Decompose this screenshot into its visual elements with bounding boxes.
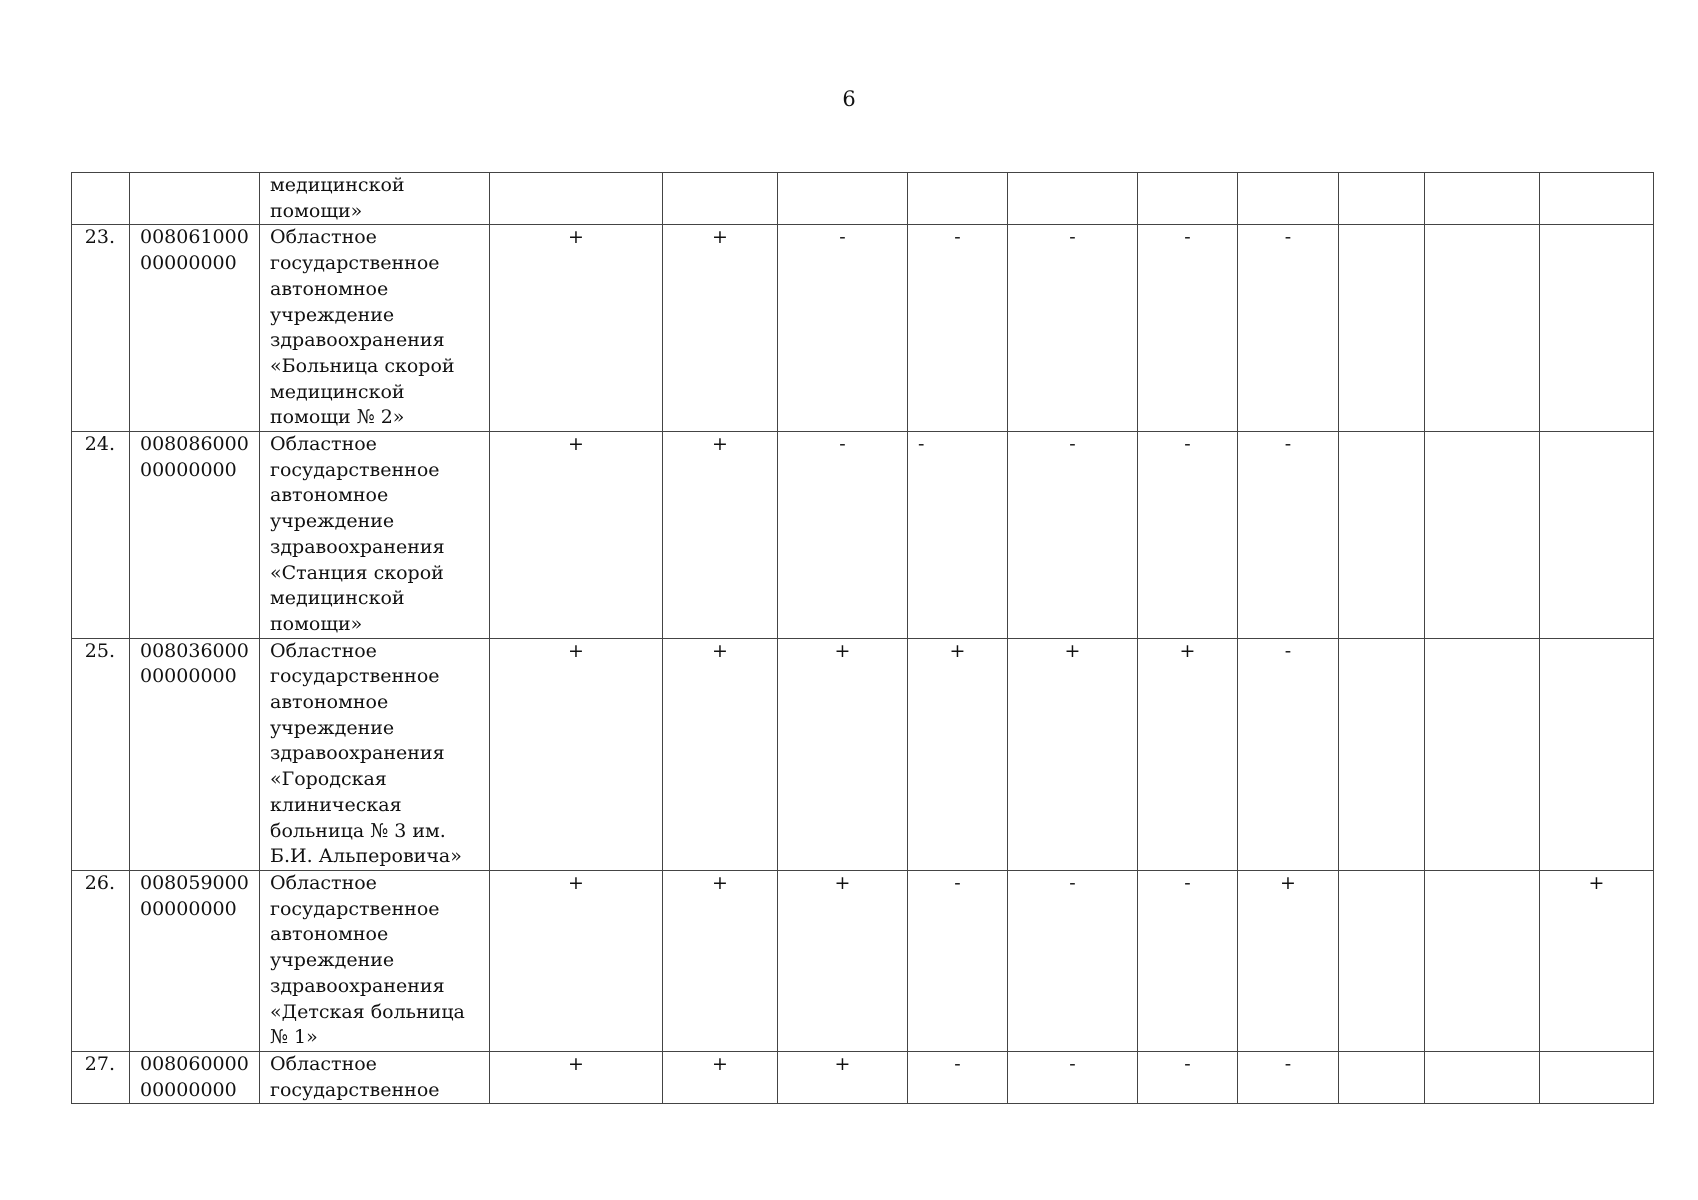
mark-cell-2: + xyxy=(663,638,778,870)
mark-cell-5: - xyxy=(1008,870,1138,1051)
code-line: 00000000 xyxy=(140,897,237,920)
mark-cell-3: - xyxy=(778,432,908,639)
name-line: «Станция скорой xyxy=(270,561,444,584)
organization-name xyxy=(260,225,490,432)
mark-cell-9 xyxy=(1425,1051,1540,1103)
mark-cell-8 xyxy=(1339,870,1425,1051)
table-row xyxy=(72,225,1654,432)
name-line: № 1» xyxy=(270,1026,318,1049)
name-line: учреждение xyxy=(270,303,395,326)
table-row xyxy=(72,1051,1654,1103)
mark-cell-10 xyxy=(1540,225,1654,432)
mark-cell-3: - xyxy=(778,225,908,432)
name-line: помощи» xyxy=(270,199,363,222)
row-number: 26. xyxy=(72,870,130,1051)
code-line: 008059000 xyxy=(140,871,249,894)
table-row xyxy=(72,870,1654,1051)
mark-cell-7: - xyxy=(1238,638,1339,870)
mark-cell-5: - xyxy=(1008,225,1138,432)
mark-cell-2: + xyxy=(663,870,778,1051)
name-line: здравоохранения xyxy=(270,329,445,352)
mark-cell-3: + xyxy=(778,1051,908,1103)
mark-cell-5: - xyxy=(1008,432,1138,639)
name-line: автономное xyxy=(270,484,389,507)
mark-cell-8 xyxy=(1339,1051,1425,1103)
name-line: учреждение xyxy=(270,716,395,739)
name-line: государственное xyxy=(270,665,440,688)
registry-table xyxy=(71,172,1654,1104)
name-line: государственное xyxy=(270,897,440,920)
mark-cell-3: + xyxy=(778,638,908,870)
mark-cell-9 xyxy=(1425,870,1540,1051)
name-line: медицинской xyxy=(270,380,405,403)
code-line: 008061000 xyxy=(140,226,249,249)
mark-cell-6: - xyxy=(1138,1051,1238,1103)
mark-cell-7: - xyxy=(1238,432,1339,639)
organization-code xyxy=(130,173,260,225)
name-line: здравоохранения xyxy=(270,974,445,997)
name-line: Областное xyxy=(270,433,377,456)
mark-cell-6: - xyxy=(1138,870,1238,1051)
mark-cell-9 xyxy=(1425,638,1540,870)
mark-cell-6: - xyxy=(1138,432,1238,639)
mark-cell-6 xyxy=(1138,173,1238,225)
mark-cell-10 xyxy=(1540,638,1654,870)
name-line: «Городская xyxy=(270,768,387,791)
organization-code xyxy=(130,638,260,870)
mark-cell-7: - xyxy=(1238,1051,1339,1103)
mark-cell-1: + xyxy=(490,432,663,639)
mark-cell-7: - xyxy=(1238,225,1339,432)
table-row xyxy=(72,638,1654,870)
mark-cell-6: - xyxy=(1138,225,1238,432)
mark-cell-7: + xyxy=(1238,870,1339,1051)
name-line: автономное xyxy=(270,691,389,714)
name-line: учреждение xyxy=(270,949,395,972)
name-line: Б.И. Альперовича» xyxy=(270,845,462,868)
mark-cell-1: + xyxy=(490,638,663,870)
row-number: 27. xyxy=(72,1051,130,1103)
table-row xyxy=(72,432,1654,639)
mark-cell-9 xyxy=(1425,432,1540,639)
code-line: 00000000 xyxy=(140,458,237,481)
mark-cell-9 xyxy=(1425,225,1540,432)
name-line: автономное xyxy=(270,277,389,300)
name-line: здравоохранения xyxy=(270,535,445,558)
organization-code xyxy=(130,225,260,432)
mark-cell-4 xyxy=(908,173,1008,225)
name-line: автономное xyxy=(270,923,389,946)
row-number: 25. xyxy=(72,638,130,870)
mark-cell-1: + xyxy=(490,225,663,432)
name-line: государственное xyxy=(270,252,440,275)
name-line: государственное xyxy=(270,458,440,481)
mark-cell-10: + xyxy=(1540,870,1654,1051)
name-line: учреждение xyxy=(270,510,395,533)
mark-cell-7 xyxy=(1238,173,1339,225)
mark-cell-9 xyxy=(1425,173,1540,225)
organization-name xyxy=(260,638,490,870)
mark-cell-6: + xyxy=(1138,638,1238,870)
code-line: 008086000 xyxy=(140,433,249,456)
name-line: государственное xyxy=(270,1078,440,1101)
code-line: 00000000 xyxy=(140,665,237,688)
mark-cell-5 xyxy=(1008,173,1138,225)
name-line: Областное xyxy=(270,639,377,662)
mark-cell-2: + xyxy=(663,1051,778,1103)
mark-cell-4: - xyxy=(908,432,1008,639)
name-line: Областное xyxy=(270,871,377,894)
name-line: больница № 3 им. xyxy=(270,819,446,842)
mark-cell-4: - xyxy=(908,225,1008,432)
code-line: 00000000 xyxy=(140,252,237,275)
mark-cell-3: + xyxy=(778,870,908,1051)
mark-cell-10 xyxy=(1540,1051,1654,1103)
mark-cell-4: - xyxy=(908,870,1008,1051)
code-line: 00000000 xyxy=(140,1078,237,1101)
organization-name xyxy=(260,870,490,1051)
mark-cell-4: + xyxy=(908,638,1008,870)
organization-name xyxy=(260,432,490,639)
mark-cell-1 xyxy=(490,173,663,225)
name-line: Областное xyxy=(270,226,377,249)
mark-cell-2: + xyxy=(663,432,778,639)
row-number: 23. xyxy=(72,225,130,432)
mark-cell-5: - xyxy=(1008,1051,1138,1103)
organization-name xyxy=(260,1051,490,1103)
name-line: здравоохранения xyxy=(270,742,445,765)
name-line: «Детская больница xyxy=(270,1000,465,1023)
mark-cell-8 xyxy=(1339,225,1425,432)
row-number: 24. xyxy=(72,432,130,639)
name-line: медицинской xyxy=(270,587,405,610)
mark-cell-8 xyxy=(1339,432,1425,639)
table-row xyxy=(72,173,1654,225)
name-line: клиническая xyxy=(270,793,402,816)
mark-cell-2: + xyxy=(663,225,778,432)
mark-cell-2 xyxy=(663,173,778,225)
organization-code xyxy=(130,1051,260,1103)
row-number xyxy=(72,173,130,225)
name-line: «Больница скорой xyxy=(270,354,455,377)
organization-code xyxy=(130,870,260,1051)
name-line: помощи № 2» xyxy=(270,406,405,429)
mark-cell-3 xyxy=(778,173,908,225)
mark-cell-10 xyxy=(1540,173,1654,225)
mark-cell-8 xyxy=(1339,173,1425,225)
code-line: 008036000 xyxy=(140,639,249,662)
mark-cell-10 xyxy=(1540,432,1654,639)
organization-name xyxy=(260,173,490,225)
mark-cell-5: + xyxy=(1008,638,1138,870)
name-line: медицинской xyxy=(270,174,405,196)
name-line: помощи» xyxy=(270,612,363,635)
name-line: Областное xyxy=(270,1052,377,1075)
organization-code xyxy=(130,432,260,639)
mark-cell-1: + xyxy=(490,1051,663,1103)
page-number: 6 xyxy=(842,87,856,111)
mark-cell-4: - xyxy=(908,1051,1008,1103)
code-line: 008060000 xyxy=(140,1052,249,1075)
mark-cell-1: + xyxy=(490,870,663,1051)
mark-cell-8 xyxy=(1339,638,1425,870)
